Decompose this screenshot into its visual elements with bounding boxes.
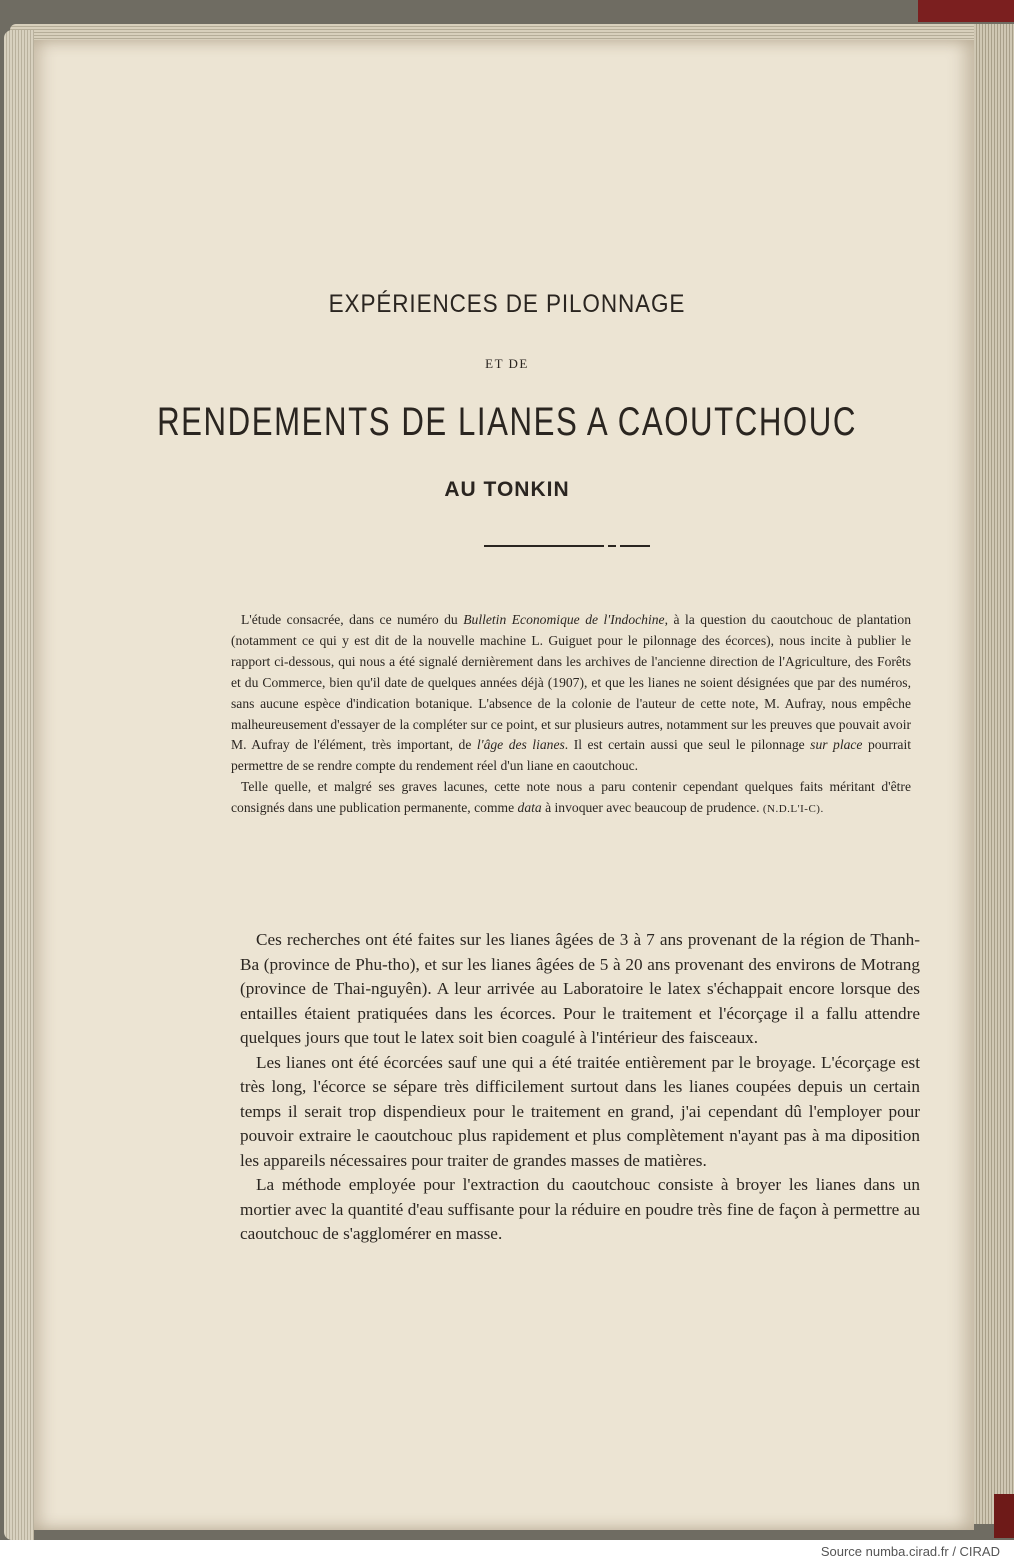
note-signature: (N.D.L'I-C). [762, 803, 824, 816]
body-paragraph-3: La méthode employée pour l'extraction du caoutchouc consiste à broyer les lianes dans un mortier avec la quantité d'eau suffisante pour la réduire en poudre très fine de façon à permettre au caoutchouc de s'agglomérer en masse. [240, 1175, 920, 1243]
editor-note [231, 610, 911, 820]
note-italic: l'âge des lianes [476, 737, 565, 753]
body-text [240, 928, 920, 1247]
note-italic: sur place [810, 737, 863, 753]
red-edge-top [918, 0, 1014, 22]
red-edge-bottom [994, 1494, 1014, 1538]
note-text: pourrait permettre de se rendre compte du rendement réel d'un liane en caoutchouc. [231, 737, 911, 774]
note-text: L'étude consacrée, dans ce numéro du [241, 612, 464, 627]
note-italic: Bulletin Economique de l'Indochine [463, 612, 665, 627]
title-line-1: EXPÉRIENCES DE PILONNAGE [328, 290, 686, 318]
body-paragraph-2: Les lianes ont été écorcées sauf une qui a été traitée entièrement par le broyage. L'écorçage est très long, l'écorce se sépare très difficilement surtout dans les lianes coupées depuis un certain temps il serait trop dispendieux pour le traitement en grand, j'ai cependant dû l'employer pour pouvoir extraire le caoutchouc plus rapidement et plus complètement n'ayant pas à ma diposition les appareils nécessaires pour traiter de grandes masses de matières. [240, 1052, 920, 1170]
title-line-3: RENDEMENTS DE LIANES A CAOUTCHOUC [157, 400, 857, 444]
page-stack-right [974, 24, 1014, 1524]
note-italic: data [517, 800, 542, 816]
note-text: , à la question du caoutchouc de plantation (notamment ce qui y est dit de la nouvelle machine L. Guiguet pour le pilonnage des écorces), nous incite à publier le rapport ci-dessous, qui nous a été signalé dernièrement dans les archives de l'ancienne direction de l'Agriculture, des Forêts et du Commerce, bien qu'il date de quelques années déjà (1907), et que les lianes ne soient désignées que par des numéros, sans aucune espèce d'indication botanique. L'absence de la colonie de l'auteur de cette note, M. Aufray, nous empêche malheureusement d'essayer de la compléter sur ce point, et sur plusieurs autres, notamment sur les preuves que pouvait avoir M. Aufray de l'élément, très important, de [231, 612, 911, 753]
note-text: . Il est certain aussi que seul le pilonnage [564, 737, 811, 753]
title-line-2: ET DE [485, 356, 529, 371]
title-rule [484, 545, 650, 547]
page-stack-left [4, 30, 34, 1540]
editor-note-paragraph-1 [231, 610, 911, 777]
editor-note-paragraph-2 [231, 777, 911, 820]
source-credit: Source numba.cirad.fr / CIRAD [820, 1544, 1000, 1559]
note-text: à invoquer avec beaucoup de prudence. [541, 800, 763, 816]
note-text: Telle quelle, et malgré ses graves lacunes, cette note nous a paru contenir cependant quelques faits méritant d'être consignés dans une publication permanente, comme [231, 779, 911, 816]
title-line-4: AU TONKIN [444, 478, 570, 501]
body-paragraph-1: Ces recherches ont été faites sur les lianes âgées de 3 à 7 ans provenant de la région de Thanh-Ba (province de Phu-tho), et sur les lianes âgées de 5 à 20 ans provenant des environs de Motrang (province de Thai-nguyên). A leur arrivée au Laboratoire le latex s'échappait encore lorsque des entailles étaient pratiquées dans les écorces. Pour le traitement et l'écorçage il a fallu attendre quelques jours que tout le latex soit bien coagulé à l'intérieur des faisceaux. [240, 930, 920, 1047]
